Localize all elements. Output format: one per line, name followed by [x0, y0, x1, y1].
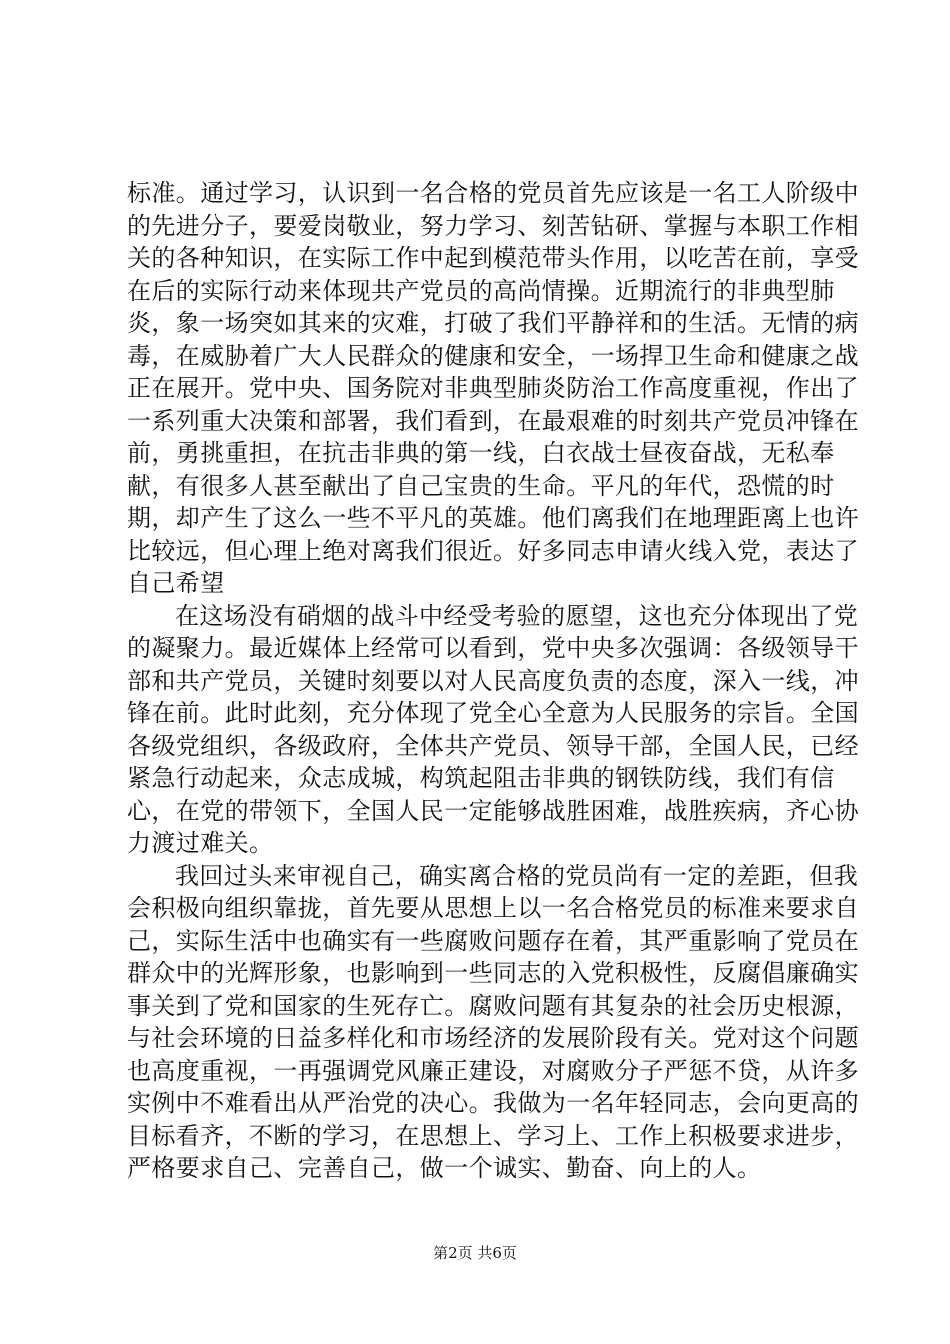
paragraph-2: 在这场没有硝烟的战斗中经受考验的愿望，这也充分体现出了党的凝聚力。最近媒体上经常可以看到，党中央多次强调：各级领导干部和共产党员，关键时刻要以对人民高度负责的态度，深入一线，冲锋在前。此时此刻，充分体现了党全心全意为人民服务的宗旨。全国各级党组织，各级政府，全体共产党员、领导干部，全国人民，已经紧急行动起来，众志成城，构筑起阻击非典的钢铁防线，我们有信心，在党的带领下，全国人民一定能够战胜困难，战胜疾病，齐心协力渡过难关。	[127, 601, 859, 857]
paragraph-1: 标准。通过学习，认识到一名合格的党员首先应该是一名工人阶级中的先进分子，要爱岗敬业，努力学习、刻苦钻研、掌握与本职工作相关的各种知识，在实际工作中起到模范带头作用，以吃苦在前，享受在后的实际行动来体现共产党员的高尚情操。近期流行的非典型肺炎，象一场突如其来的灾难，打破了我们平静祥和的生活。无情的病毒，在威胁着广大人民群众的健康和安全，一场捍卫生命和健康之战正在展开。党中央、国务院对非典型肺炎防治工作高度重视，作出了一系列重大决策和部署，我们看到，在最艰难的时刻共产党员冲锋在前，勇挑重担，在抗击非典的第一线，白衣战士昼夜奋战，无私奉献，有很多人甚至献出了自己宝贵的生命。平凡的年代，恐慌的时期，却产生了这么一些不平凡的英雄。他们离我们在地理距离上也许比较远，但心理上绝对离我们很近。好多同志申请火线入党，表达了自己希望	[127, 179, 859, 597]
document-body	[127, 177, 862, 1185]
paragraph-3: 我回过头来审视自己，确实离合格的党员尚有一定的差距，但我会积极向组织靠拢，首先要从思想上以一名合格党员的标准来要求自己，实际生活中也确实有一些腐败问题存在着，其严重影响了党员在群众中的光辉形象，也影响到一些同志的入党积极性，反腐倡廉确实事关到了党和国家的生死存亡。腐败问题有其复杂的社会历史根源，与社会环境的日益多样化和市场经济的发展阶段有关。党对这个问题也高度重视，一再强调党风廉正建设，对腐败分子严惩不贷，从许多实例中不难看出从严治党的决心。我做为一名年轻同志，会向更高的目标看齐，不断的学习，在思想上、学习上、工作上积极要求进步，严格要求自己、完善自己，做一个诚实、勤奋、向上的人。	[127, 861, 859, 1182]
page-number-footer: 第2页 共6页	[433, 1244, 517, 1262]
